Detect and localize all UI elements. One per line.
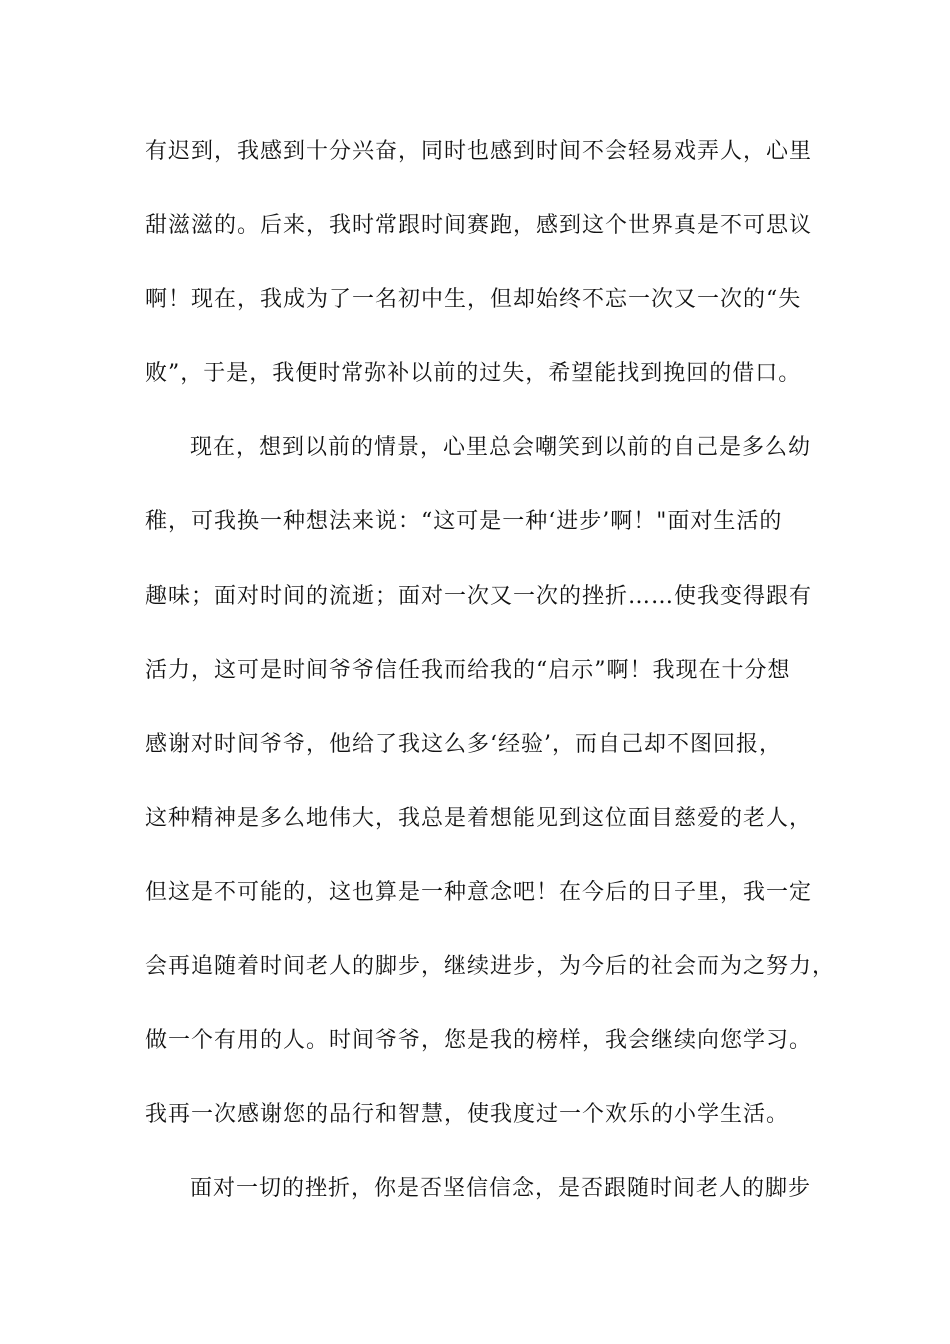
text-line: 甜滋滋的。后来，我时常跟时间赛跑，感到这个世界真是不可思议 — [145, 213, 813, 238]
text-line: 有迟到，我感到十分兴奋，同时也感到时间不会轻易戏弄人，心里 — [145, 139, 813, 164]
text-line: 这种精神是多么地伟大，我总是着想能见到这位面目慈爱的老人， — [145, 806, 813, 831]
text-line: 感谢对时间爷爷，他给了我这么多‘经验’，而自己却不图回报， — [145, 732, 782, 757]
text-line: 活力，这可是时间爷爷信任我而给我的“启示”啊！我现在十分想 — [145, 658, 791, 683]
paragraph-start-line: 现在，想到以前的情景，心里总会嘲笑到以前的自己是多么幼 — [190, 435, 812, 460]
text-line: 啊！现在，我成为了一名初中生，但却始终不忘一次又一次的“失 — [145, 287, 802, 312]
text-line: 但这是不可能的，这也算是一种意念吧！在今后的日子里，我一定 — [145, 880, 813, 905]
text-line: 做一个有用的人。时间爷爷，您是我的榜样，我会继续向您学习。 — [145, 1028, 813, 1053]
text-line: 稚，可我换一种想法来说：“这可是一种‘进步’啊！"面对生活的 — [145, 509, 783, 534]
text-line: 败”，于是，我便时常弥补以前的过失，希望能找到挽回的借口。 — [145, 361, 802, 386]
text-line: 趣味；面对时间的流逝；面对一次又一次的挫折……使我变得跟有 — [145, 584, 813, 609]
text-line: 我再一次感谢您的品行和智慧，使我度过一个欢乐的小学生活。 — [145, 1102, 790, 1127]
paragraph-start-line: 面对一切的挫折，你是否坚信信念，是否跟随时间老人的脚步 — [190, 1176, 812, 1201]
text-line: 会再追随着时间老人的脚步，继续进步，为今后的社会而为之努力， — [145, 954, 836, 979]
